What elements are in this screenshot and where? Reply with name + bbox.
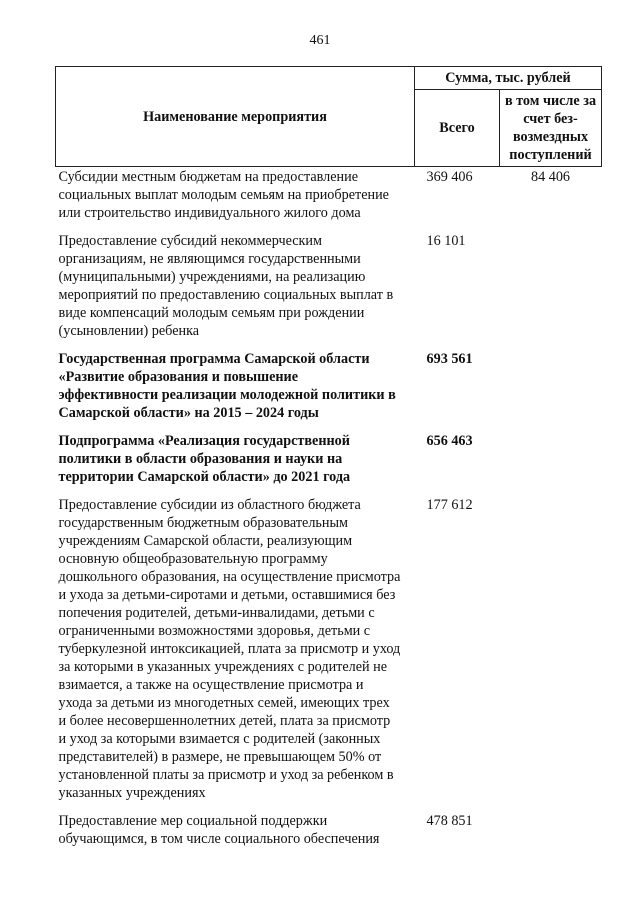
table-row xyxy=(56,495,602,811)
row-grant xyxy=(500,495,602,811)
row-grant xyxy=(500,231,602,349)
budget-table xyxy=(55,66,602,857)
table-row xyxy=(56,349,602,431)
header-sum: Сумма, тыс. рублей xyxy=(415,67,602,90)
row-name: Субсидии местным бюджетам на предоставление социальных выплат молодым семьям на приобретение или строительство индивидуального жилого дома xyxy=(58,169,389,221)
row-name: Предоставление мер социальной поддержки обучающимся, в том числе социального обеспечения xyxy=(58,813,380,847)
table-row xyxy=(56,431,602,495)
row-name: Подпрограмма «Реализация государственной политики в области образования и науки на территории Самарской области» до 2021 года xyxy=(58,433,351,485)
row-grant xyxy=(500,349,602,431)
table-row xyxy=(56,231,602,349)
table-body xyxy=(56,167,602,858)
table-row xyxy=(56,811,602,857)
header-grant: в том числе за счет без-возмездных поступлений xyxy=(500,90,602,167)
row-name: Предоставление субсидии из областного бюджета государственным бюджетным образовательным учреждениям Самарской области, реализующим основную общеобразовательную программу дошкольного образования, на осуществление присмотра и ухода за детьми-сиротами и детьми, оставшимися без попечения родителей, детьми-инвалидами, детьми с ограниченными возможностями здоровья, детьми с туберкулезной интоксикацией, плата за присмотр и уход за которыми в указанных учреждениях с родителей не взимается, а также на осуществление присмотра и ухода за детьми из многодетных семей, имеющих трех и более несовершеннолетних детей, плата за присмотр и уход за которыми взимается с родителей (законных представителей) в размере, не превышающем 50% от установленной платы за присмотр и уход за ребенком в указанных учреждениях xyxy=(58,497,401,801)
row-grant xyxy=(500,811,602,857)
row-grant: 84 406 xyxy=(530,169,570,185)
header-name: Наименование мероприятия xyxy=(56,67,415,167)
header-total: Всего xyxy=(415,90,500,167)
row-total: 693 561 xyxy=(426,351,473,367)
row-total: 16 101 xyxy=(426,233,466,249)
table-row xyxy=(56,167,602,232)
row-name: Государственная программа Самарской области «Развитие образования и повышение эффективности реализации молодежной политики в Самарской области» на 2015 – 2024 годы xyxy=(58,351,396,421)
row-total: 369 406 xyxy=(426,169,473,185)
row-total: 478 851 xyxy=(426,813,473,829)
row-total: 656 463 xyxy=(426,433,473,449)
row-grant xyxy=(500,431,602,495)
page-number: 461 xyxy=(309,33,331,48)
row-total: 177 612 xyxy=(426,497,473,513)
table-header xyxy=(56,67,602,167)
row-name: Предоставление субсидий некоммерческим организациям, не являющимся государственными (муниципальными) учреждениями, на реализацию мероприятий по предоставлению социальных выплат в виде компенсаций молодым семьям при рождении (усыновлении) ребенка xyxy=(58,233,394,339)
